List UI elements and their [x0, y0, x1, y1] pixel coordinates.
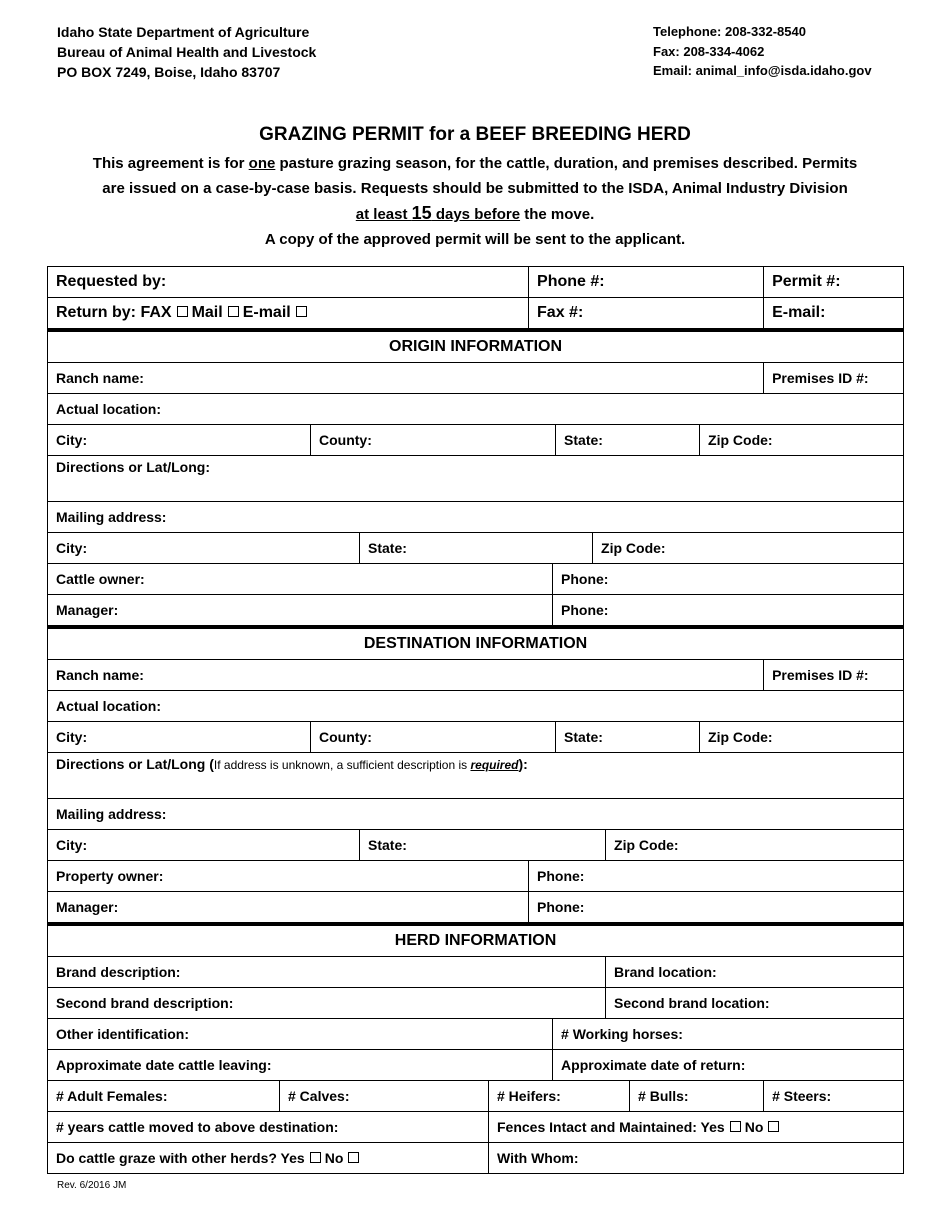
origin-mailing-address-field[interactable]: Mailing address:: [48, 502, 904, 533]
email-field[interactable]: E-mail:: [764, 298, 904, 331]
working-horses-field[interactable]: # Working horses:: [553, 1019, 904, 1050]
years-moved-field[interactable]: # years cattle moved to above destination:: [48, 1112, 489, 1143]
return-email-checkbox[interactable]: [296, 306, 307, 317]
origin-heading: ORIGIN INFORMATION: [48, 330, 904, 363]
origin-mailing-zip-field[interactable]: Zip Code:: [593, 533, 904, 564]
calves-field[interactable]: # Calves:: [280, 1081, 489, 1112]
return-by-field: Return by: FAX Mail E-mail: [48, 298, 529, 331]
dest-mailing-zip-field[interactable]: Zip Code:: [606, 830, 904, 861]
origin-actual-location-field[interactable]: Actual location:: [48, 394, 904, 425]
agency-address: [57, 22, 316, 82]
dest-directions-field[interactable]: Directions or Lat/Long (If address is unknown, a sufficient description is required):: [48, 753, 904, 799]
bureau-name: Bureau of Animal Health and Livestock: [57, 44, 317, 60]
permit-form: [47, 266, 904, 1174]
origin-mailing-city-field[interactable]: City:: [48, 533, 360, 564]
dest-manager-phone-field[interactable]: Phone:: [529, 892, 904, 925]
brand-location-field[interactable]: Brand location:: [606, 957, 904, 988]
return-fax-checkbox[interactable]: [177, 306, 188, 317]
dest-zip-field[interactable]: Zip Code:: [700, 722, 904, 753]
return-mail-checkbox[interactable]: [228, 306, 239, 317]
form-title: GRAZING PERMIT for a BEEF BREEDING HERD: [259, 124, 691, 145]
origin-city-field[interactable]: City:: [48, 425, 311, 456]
fax-number-field[interactable]: Fax #:: [529, 298, 764, 331]
origin-manager-phone-field[interactable]: Phone:: [553, 595, 904, 628]
steers-field[interactable]: # Steers:: [764, 1081, 904, 1112]
fences-no-checkbox[interactable]: [768, 1121, 779, 1132]
agency-name: Idaho State Department of Agriculture: [57, 24, 310, 40]
po-box: PO BOX 7249, Boise, Idaho 83707: [57, 64, 281, 80]
permit-number-field[interactable]: Permit #:: [764, 267, 904, 298]
origin-mailing-state-field[interactable]: State:: [360, 533, 593, 564]
contact-info: [653, 22, 872, 81]
heifers-field[interactable]: # Heifers:: [489, 1081, 630, 1112]
intro-line-4: A copy of the approved permit will be sent to the applicant.: [264, 230, 686, 248]
phone-field[interactable]: Phone #:: [529, 267, 764, 298]
dest-actual-location-field[interactable]: Actual location:: [48, 691, 904, 722]
dest-mailing-state-field[interactable]: State:: [360, 830, 606, 861]
graze-yes-checkbox[interactable]: [310, 1152, 321, 1163]
dest-manager-field[interactable]: Manager:: [48, 892, 529, 925]
origin-manager-field[interactable]: Manager:: [48, 595, 553, 628]
cattle-owner-field[interactable]: Cattle owner:: [48, 564, 553, 595]
adult-females-field[interactable]: # Adult Females:: [48, 1081, 280, 1112]
telephone: Telephone: 208-332-8540: [653, 24, 806, 39]
dest-county-field[interactable]: County:: [311, 722, 556, 753]
intro-line-2: are issued on a case-by-case basis. Requests should be submitted to the ISDA, Animal Industry Division: [102, 179, 848, 197]
second-brand-description-field[interactable]: Second brand description:: [48, 988, 606, 1019]
property-owner-field[interactable]: Property owner:: [48, 861, 529, 892]
fences-yes-checkbox[interactable]: [730, 1121, 741, 1132]
bulls-field[interactable]: # Bulls:: [630, 1081, 764, 1112]
property-owner-phone-field[interactable]: Phone:: [529, 861, 904, 892]
intro-line-3: at least 15 days before the move.: [355, 203, 595, 223]
fences-field: Fences Intact and Maintained: Yes No: [489, 1112, 904, 1143]
intro-text: [40, 152, 910, 252]
graze-no-checkbox[interactable]: [348, 1152, 359, 1163]
fax: Fax: 208-334-4062: [653, 43, 765, 59]
dest-ranch-name-field[interactable]: Ranch name:: [48, 660, 764, 691]
brand-description-field[interactable]: Brand description:: [48, 957, 606, 988]
other-identification-field[interactable]: Other identification:: [48, 1019, 553, 1050]
intro-line-1: This agreement is for one pasture grazing season, for the cattle, duration, and premises described. Permits: [92, 155, 858, 172]
origin-zip-field[interactable]: Zip Code:: [700, 425, 904, 456]
dest-mailing-city-field[interactable]: City:: [48, 830, 360, 861]
revision-note: Rev. 6/2016 JM: [57, 1180, 127, 1191]
origin-state-field[interactable]: State:: [556, 425, 700, 456]
cattle-owner-phone-field[interactable]: Phone:: [553, 564, 904, 595]
origin-directions-field[interactable]: Directions or Lat/Long:: [48, 456, 904, 502]
second-brand-location-field[interactable]: Second brand location:: [606, 988, 904, 1019]
destination-heading: DESTINATION INFORMATION: [48, 627, 904, 660]
date-return-field[interactable]: Approximate date of return:: [553, 1050, 904, 1081]
origin-ranch-name-field[interactable]: Ranch name:: [48, 363, 764, 394]
date-leaving-field[interactable]: Approximate date cattle leaving:: [48, 1050, 553, 1081]
with-whom-field[interactable]: With Whom:: [489, 1143, 904, 1174]
origin-premises-id-field[interactable]: Premises ID #:: [764, 363, 904, 394]
origin-county-field[interactable]: County:: [311, 425, 556, 456]
dest-state-field[interactable]: State:: [556, 722, 700, 753]
dest-city-field[interactable]: City:: [48, 722, 311, 753]
herd-heading: HERD INFORMATION: [48, 924, 904, 957]
dest-premises-id-field[interactable]: Premises ID #:: [764, 660, 904, 691]
requested-by-field[interactable]: Requested by:: [48, 267, 529, 298]
dest-mailing-address-field[interactable]: Mailing address:: [48, 799, 904, 830]
email: Email: animal_info@isda.idaho.gov: [653, 63, 872, 78]
graze-other-herds-field: Do cattle graze with other herds? Yes No: [48, 1143, 489, 1174]
